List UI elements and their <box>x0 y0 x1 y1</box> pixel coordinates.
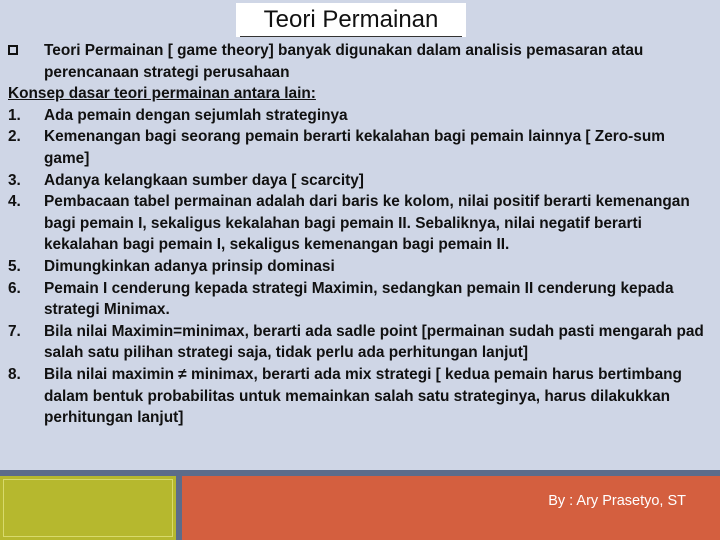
list-item <box>8 126 714 169</box>
title-box <box>236 3 466 37</box>
footer-right-block <box>182 476 720 540</box>
list-item <box>8 278 714 321</box>
item-text: Adanya kelangkaan sumber daya [ scarcity] <box>44 171 364 189</box>
footer-left-frame <box>3 479 173 537</box>
item-number: 7. <box>8 322 21 340</box>
list-item <box>8 170 714 192</box>
intro-row <box>8 40 714 83</box>
list-item <box>8 364 714 429</box>
item-text: Kemenangan bagi seorang pemain berarti kekalahan bagi pemain lainnya [ Zero-sum game] <box>44 128 665 167</box>
item-number: 8. <box>8 365 21 383</box>
slide-body <box>8 40 714 429</box>
list-item <box>8 321 714 364</box>
item-number: 5. <box>8 257 21 275</box>
intro-text: Teori Permainan [ game theory] banyak digunakan dalam analisis pemasaran atau perencanaan strategi perusahaan <box>44 42 644 81</box>
list-item <box>8 191 714 256</box>
slide-title: Teori Permainan <box>263 6 439 33</box>
item-number: 3. <box>8 171 21 189</box>
checkbox-bullet-icon <box>8 40 18 62</box>
footer-left-block <box>0 476 176 540</box>
author-credit: By : Ary Prasetyo, ST <box>548 493 686 509</box>
item-text: Ada pemain dengan sejumlah strateginya <box>44 106 348 124</box>
item-text: Pemain I cenderung kepada strategi Maximin, sedangkan pemain II cenderung kepada strategi Minimax. <box>44 279 674 319</box>
item-text: Bila nilai Maximin=minimax, berarti ada sadle point [permainan sudah pasti mengarah pad salah satu pilihan strategi saja, tidak perlu ada perhitungan lanjut] <box>44 322 704 362</box>
title-underline <box>240 36 462 37</box>
list-item <box>8 105 714 127</box>
item-number: 2. <box>8 128 21 146</box>
item-text: Bila nilai maximin ≠ minimax, berarti ada mix strategi [ kedua pemain harus bertimbang dalam bentuk probabilitas untuk memainkan salah satu strateginya, harus dilakukkan perhitungan lanjut] <box>44 365 682 427</box>
concept-heading-row <box>8 83 714 105</box>
item-number: 4. <box>8 193 21 211</box>
item-text: Dimungkinkan adanya prinsip dominasi <box>44 257 335 275</box>
concept-heading: Konsep dasar teori permainan antara lain: <box>8 85 316 103</box>
item-number: 1. <box>8 106 21 124</box>
item-text: Pembacaan tabel permainan adalah dari baris ke kolom, nilai positif berarti kemenangan bagi pemain I, sekaligus kekalahan bagi pemain II. Sebaliknya, nilai negatif berarti kekalahan bagi pemain I, sekaligus kemenangan bagi pemain II. <box>44 193 690 254</box>
item-number: 6. <box>8 279 21 297</box>
list-item <box>8 256 714 278</box>
